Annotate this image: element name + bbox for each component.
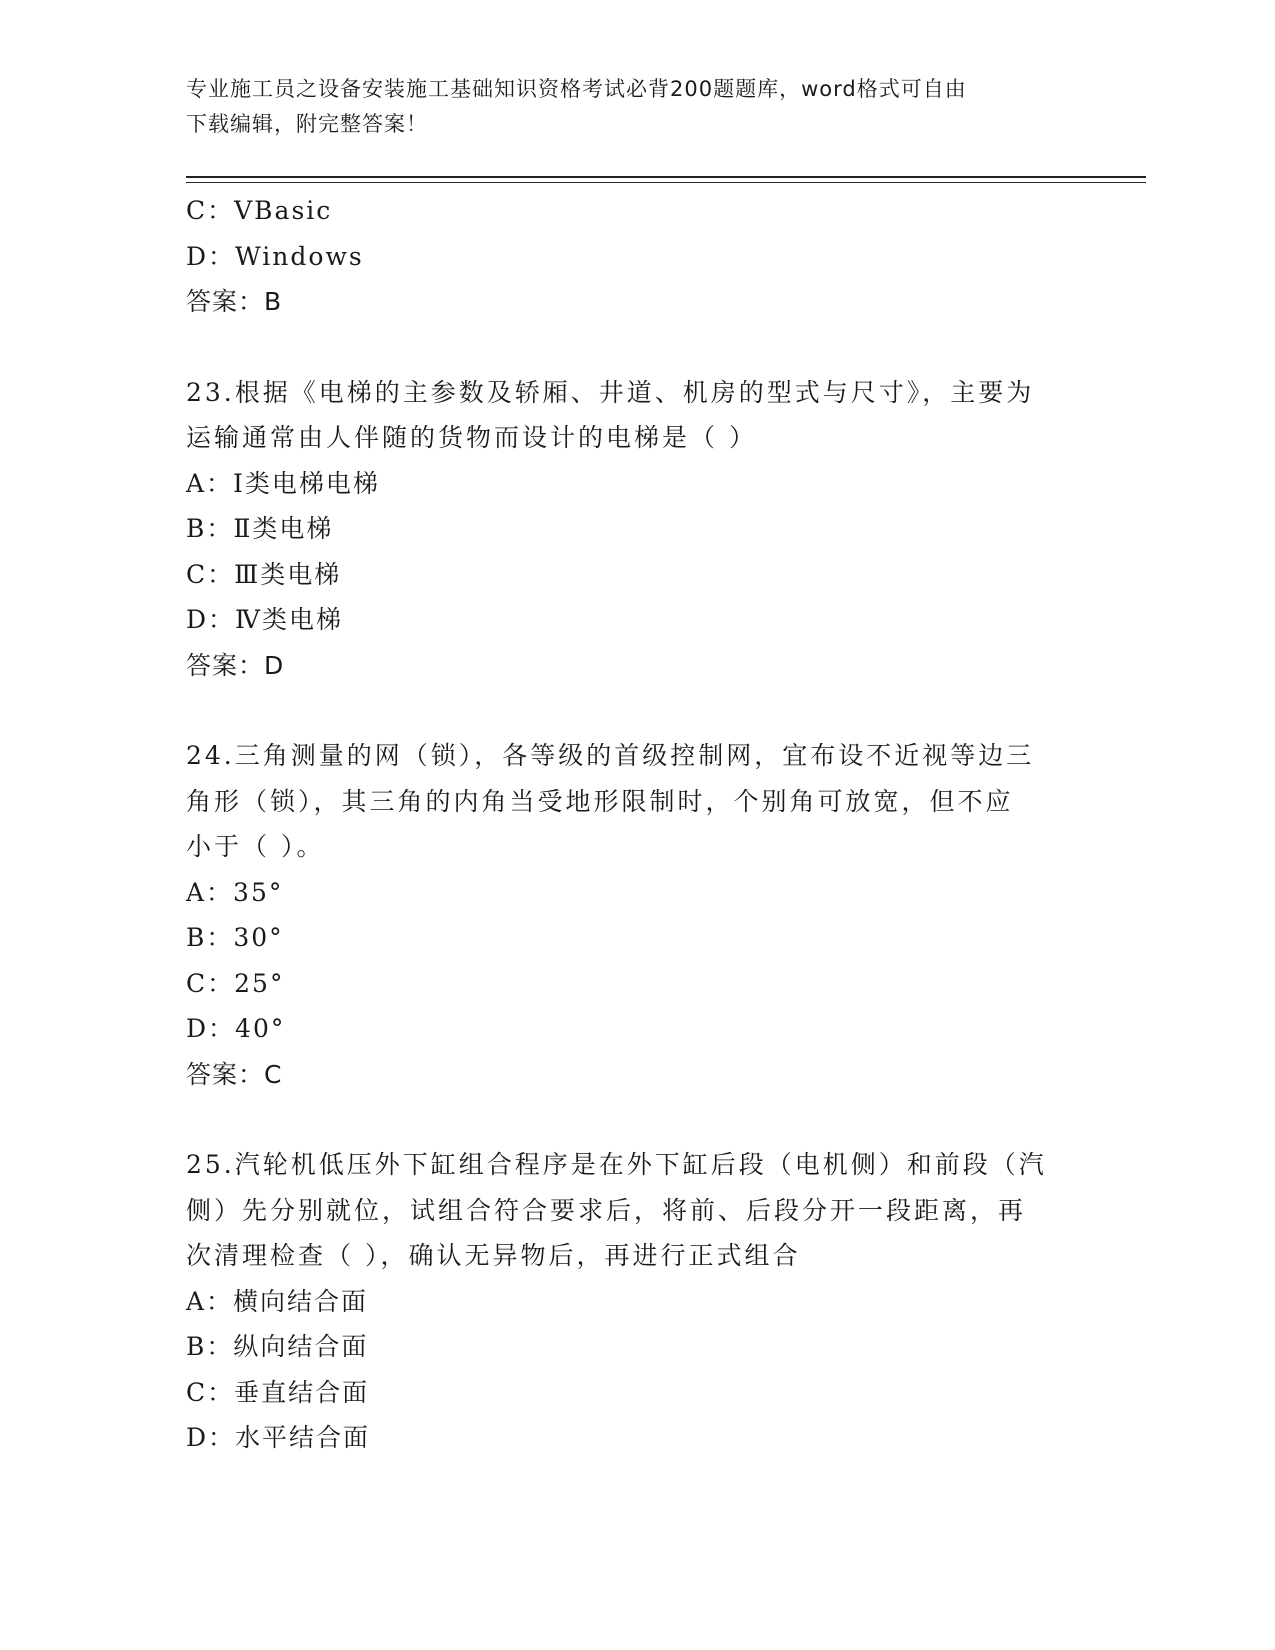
answer-line: 答案：B (186, 287, 283, 316)
option-c: C：Ⅲ类电梯 (186, 559, 342, 589)
header-divider-thin (186, 182, 1146, 183)
question-content (186, 188, 1086, 1461)
option-a: A：35° (186, 877, 284, 907)
spacer (186, 1097, 1086, 1142)
question-24 (186, 733, 1086, 1097)
answer-line: 答案：D (186, 650, 285, 680)
spacer (186, 688, 1086, 733)
question-stem-line: 25.汽轮机低压外下缸组合程序是在外下缸后段（电机侧）和前段（汽 (186, 1150, 1047, 1179)
question-stem-line: 24.三角测量的网（锁），各等级的首级控制网，宜布设不近视等边三 (186, 741, 1035, 770)
header-divider-thick (186, 176, 1146, 178)
option-c: C：VBasic (186, 196, 333, 225)
option-b: B：纵向结合面 (186, 1332, 369, 1361)
question-stem-line: 小于（ ）。 (186, 832, 325, 861)
option-a: A：Ⅰ类电梯电梯 (186, 468, 380, 498)
option-b: B：30° (186, 923, 284, 952)
question-stem-line: 运输通常由人伴随的货物而设计的电梯是（ ） (186, 423, 757, 452)
spacer (186, 325, 1086, 370)
header-line-2: 下载编辑，附完整答案！ (186, 112, 428, 136)
option-d: D：Windows (186, 241, 364, 271)
document-header (186, 72, 1066, 142)
option-d: D：水平结合面 (186, 1423, 371, 1452)
question-25 (186, 1142, 1086, 1461)
option-b: B：Ⅱ类电梯 (186, 514, 334, 543)
header-line-1: 专业施工员之设备安装施工基础知识资格考试必背200题题库，word格式可自由 (186, 77, 967, 101)
answer-line: 答案：C (186, 1059, 283, 1089)
option-c: C：垂直结合面 (186, 1377, 370, 1407)
question-stem-line: 角形（锁），其三角的内角当受地形限制时，个别角可放宽，但不应 (186, 786, 1014, 816)
option-d: D：Ⅳ类电梯 (186, 605, 344, 634)
question-23 (186, 370, 1086, 689)
option-d: D：40° (186, 1014, 286, 1043)
option-c: C：25° (186, 968, 285, 998)
option-a: A：横向结合面 (186, 1286, 369, 1316)
question-22-tail (186, 188, 1086, 325)
question-stem-line: 23.根据《电梯的主参数及轿厢、井道、机房的型式与尺寸》，主要为 (186, 377, 1035, 407)
question-stem-line: 次清理检查（ ），确认无异物后，再进行正式组合 (186, 1241, 801, 1270)
question-stem-line: 侧）先分别就位，试组合符合要求后，将前、后段分开一段距离，再 (186, 1195, 1027, 1225)
